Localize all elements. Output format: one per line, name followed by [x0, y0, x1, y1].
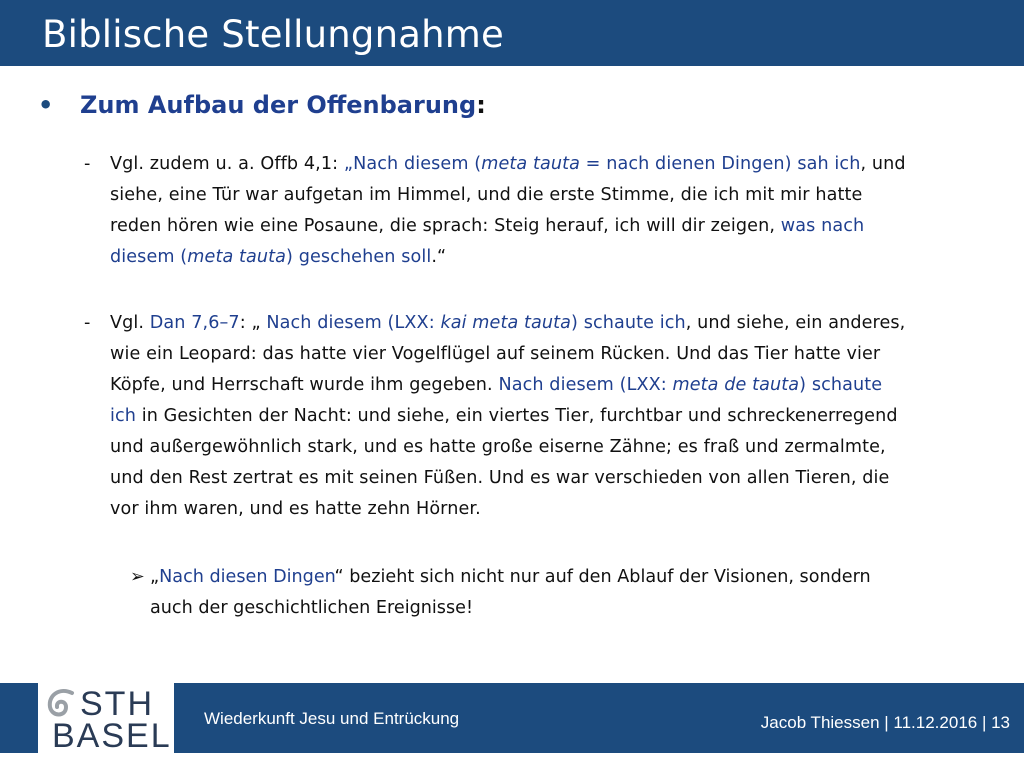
- logo-line2: BASEL: [52, 717, 172, 755]
- sth-basel-logo: [38, 683, 174, 753]
- slide-title: Biblische Stellungnahme: [42, 13, 504, 56]
- bullet-heading: Zum Aufbau der Offenbarung: [80, 91, 477, 119]
- dash-marker: -: [84, 154, 91, 174]
- title-bar: [0, 0, 1024, 66]
- logo-line1: STH: [80, 685, 154, 723]
- footer: [0, 683, 1024, 768]
- arrow-bullet-icon: ➢: [130, 567, 145, 587]
- footer-topic: Wiederkunft Jesu und Entrückung: [204, 709, 460, 728]
- footer-author-date-page: Jacob Thiessen | 11.12.2016 | 13: [760, 713, 1010, 732]
- dash-marker: -: [84, 313, 91, 333]
- bullet-dot: •: [38, 91, 54, 119]
- bullet-colon: :: [476, 91, 486, 119]
